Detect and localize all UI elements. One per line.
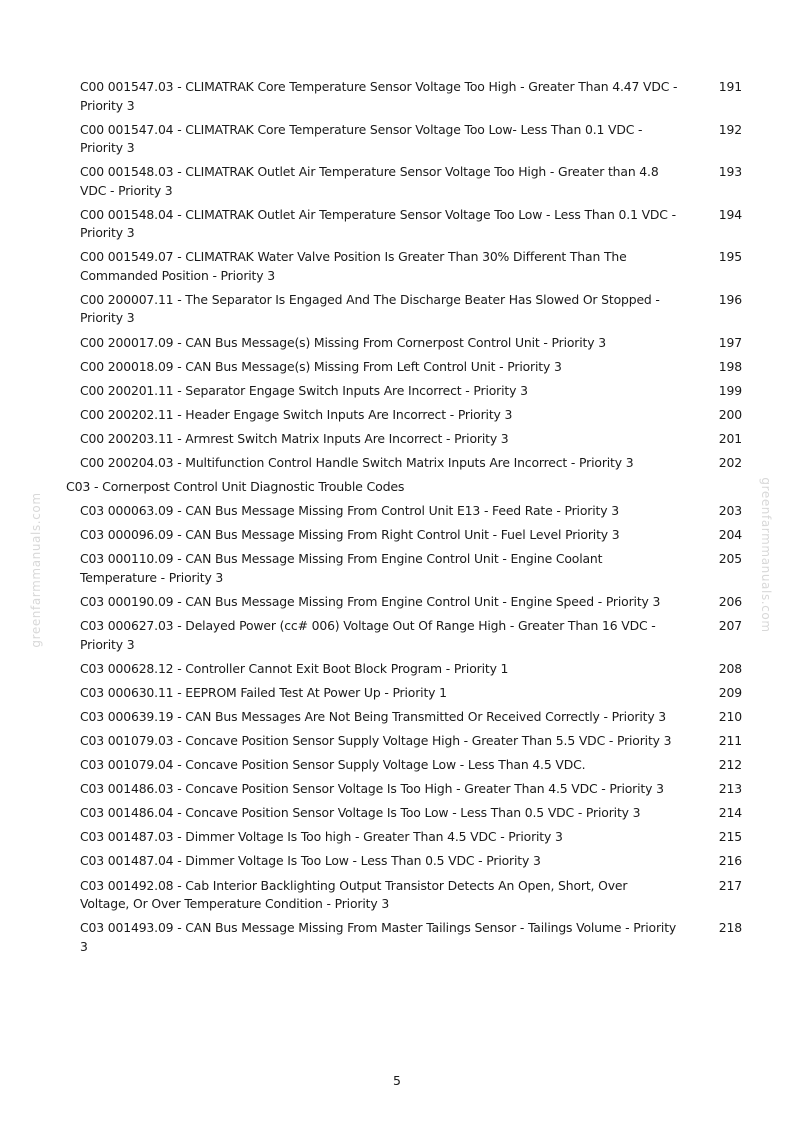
toc-entry[interactable] [80, 502, 744, 521]
toc-entry[interactable] [80, 430, 744, 449]
toc-entry-page: 193 [718, 164, 742, 180]
toc-entry[interactable] [80, 163, 744, 200]
toc-entry-title: C03 001487.04 - Dimmer Voltage Is Too Low - Less Than 0.5 VDC - Priority 3 [80, 853, 541, 869]
toc-entry[interactable] [80, 121, 744, 158]
toc-entry-page: 205 [718, 551, 742, 567]
toc-entry-page: 212 [718, 757, 742, 773]
toc-entry-title: C03 000639.19 - CAN Bus Messages Are Not Being Transmitted Or Received Correctly - Priority 3 [80, 708, 667, 724]
toc-entry[interactable] [80, 732, 744, 751]
toc-entry-page: 197 [718, 334, 742, 350]
toc-entry[interactable] [80, 593, 744, 612]
toc-entry-page: 194 [718, 206, 742, 222]
toc-entry-page: 216 [718, 853, 742, 869]
toc-entry-title: C03 000630.11 - EEPROM Failed Test At Power Up - Priority 1 [80, 684, 447, 700]
toc-entry-title: C00 200017.09 - CAN Bus Message(s) Missing From Cornerpost Control Unit - Priority 3 [80, 334, 606, 350]
toc-entry-title: C03 001493.09 - CAN Bus Message Missing From Master Tailings Sensor - Tailings Volume - Priority 3 [80, 920, 677, 954]
toc-entry[interactable] [80, 780, 744, 799]
toc-entry[interactable] [80, 206, 744, 243]
toc-entry[interactable] [80, 804, 744, 823]
toc-group-c03 [80, 502, 744, 956]
toc-entry-page: 196 [718, 291, 742, 307]
toc-entry[interactable] [80, 334, 744, 353]
watermark-left: greenfarmmanuals.com [29, 492, 43, 648]
toc-entry[interactable] [80, 291, 744, 328]
toc-entry-title: C00 001549.07 - CLIMATRAK Water Valve Position Is Greater Than 30% Different Than The Commanded Position - Priority 3 [80, 249, 627, 283]
toc-entry[interactable] [80, 248, 744, 285]
toc-entry-page: 203 [718, 503, 742, 519]
toc-entry-title: C00 200007.11 - The Separator Is Engaged And The Discharge Beater Has Slowed Or Stopped - Priority 3 [80, 291, 660, 326]
toc-entry-title: C03 001079.04 - Concave Position Sensor Supply Voltage Low - Less Than 4.5 VDC. [80, 757, 586, 773]
toc-entry-page: 201 [718, 430, 742, 446]
toc-entry[interactable] [80, 828, 744, 847]
watermark-right: greenfarmmanuals.com [759, 477, 773, 633]
toc-entry[interactable] [80, 684, 744, 703]
toc-entry[interactable] [80, 382, 744, 401]
toc-entry-title: C03 001492.08 - Cab Interior Backlighting Output Transistor Detects An Open, Short, Over Voltage, Or Over Temperature Condition - Priority 3 [80, 877, 628, 912]
toc-entry-page: 215 [718, 829, 742, 845]
toc-entry-title: C00 200201.11 - Separator Engage Switch Inputs Are Incorrect - Priority 3 [80, 382, 528, 398]
toc-entry[interactable] [80, 877, 744, 914]
toc-entry[interactable] [80, 78, 744, 115]
toc-entry[interactable] [80, 526, 744, 545]
toc-entry-title: C00 200204.03 - Multifunction Control Handle Switch Matrix Inputs Are Incorrect - Priority 3 [80, 455, 634, 471]
section-heading: C03 - Cornerpost Control Unit Diagnostic Trouble Codes [66, 479, 405, 495]
toc-entry-page: 200 [718, 406, 742, 422]
toc-entry[interactable] [80, 550, 744, 587]
toc-group-c00 [80, 78, 744, 473]
toc-entry-page: 214 [718, 805, 742, 821]
toc-entry-title: C03 000190.09 - CAN Bus Message Missing From Engine Control Unit - Engine Speed - Priority 3 [80, 594, 661, 609]
toc-entry-title: C00 200202.11 - Header Engage Switch Inputs Are Incorrect - Priority 3 [80, 406, 513, 422]
toc-entry-page: 213 [718, 781, 742, 797]
toc-entry-title: C00 200203.11 - Armrest Switch Matrix Inputs Are Incorrect - Priority 3 [80, 430, 509, 446]
toc-entry-title: C03 000096.09 - CAN Bus Message Missing From Right Control Unit - Fuel Level Priority 3 [80, 527, 620, 543]
toc-entry-page: 207 [718, 618, 742, 634]
toc-entry[interactable] [80, 660, 744, 679]
table-of-contents [66, 78, 744, 962]
toc-entry-page: 198 [718, 358, 742, 374]
toc-entry[interactable] [80, 756, 744, 775]
toc-entry-title: C03 000627.03 - Delayed Power (cc# 006) Voltage Out Of Range High - Greater Than 16 VDC - Priority 3 [80, 618, 656, 652]
toc-entry-title: C03 000063.09 - CAN Bus Message Missing From Control Unit E13 - Feed Rate - Priority 3 [80, 503, 619, 519]
toc-entry-title: C03 001486.04 - Concave Position Sensor Voltage Is Too Low - Less Than 0.5 VDC - Priority 3 [80, 805, 641, 821]
toc-entry-page: 211 [718, 732, 742, 748]
toc-entry-page: 202 [718, 455, 742, 471]
toc-entry-title: C03 001487.03 - Dimmer Voltage Is Too high - Greater Than 4.5 VDC - Priority 3 [80, 829, 563, 845]
toc-entry[interactable] [80, 919, 744, 956]
toc-entry-page: 195 [718, 249, 742, 265]
toc-entry-page: 206 [718, 594, 742, 609]
toc-entry-page: 210 [718, 708, 742, 724]
toc-entry-page: 191 [718, 79, 742, 94]
toc-entry-title: C00 001548.04 - CLIMATRAK Outlet Air Temperature Sensor Voltage Too Low - Less Than 0.1 VDC - Priority 3 [80, 206, 676, 241]
toc-entry[interactable] [80, 852, 744, 871]
toc-entry-page: 204 [718, 527, 742, 543]
toc-entry-page: 208 [718, 660, 742, 676]
toc-entry-title: C03 001079.03 - Concave Position Sensor Supply Voltage High - Greater Than 5.5 VDC - Priority 3 [80, 732, 672, 748]
toc-entry[interactable] [80, 708, 744, 727]
toc-entry-title: C03 000110.09 - CAN Bus Message Missing From Engine Control Unit - Engine Coolant Temperature - Priority 3 [80, 551, 603, 585]
toc-entry[interactable] [80, 358, 744, 377]
toc-entry-title: C00 001547.03 - CLIMATRAK Core Temperature Sensor Voltage Too High - Greater Than 4.47 VDC - Priority 3 [80, 79, 678, 113]
toc-entry[interactable] [80, 406, 744, 425]
toc-entry-title: C00 001547.04 - CLIMATRAK Core Temperature Sensor Voltage Too Low- Less Than 0.1 VDC - Priority 3 [80, 121, 643, 156]
toc-entry-page: 218 [718, 920, 742, 936]
toc-entry-page: 192 [718, 121, 742, 137]
toc-entry-title: C00 001548.03 - CLIMATRAK Outlet Air Temperature Sensor Voltage Too High - Greater than 4.8 VDC - Priority 3 [80, 164, 659, 198]
toc-entry-page: 217 [718, 877, 742, 893]
page-number: 5 [393, 1073, 401, 1088]
toc-entry-title: C03 001486.03 - Concave Position Sensor Voltage Is Too High - Greater Than 4.5 VDC - Priority 3 [80, 781, 664, 797]
toc-entry[interactable] [80, 617, 744, 654]
toc-entry-title: C03 000628.12 - Controller Cannot Exit Boot Block Program - Priority 1 [80, 660, 509, 676]
toc-entry[interactable] [80, 454, 744, 473]
toc-entry-page: 199 [718, 382, 742, 398]
toc-entry-page: 209 [718, 684, 742, 700]
toc-entry-title: C00 200018.09 - CAN Bus Message(s) Missing From Left Control Unit - Priority 3 [80, 358, 562, 374]
